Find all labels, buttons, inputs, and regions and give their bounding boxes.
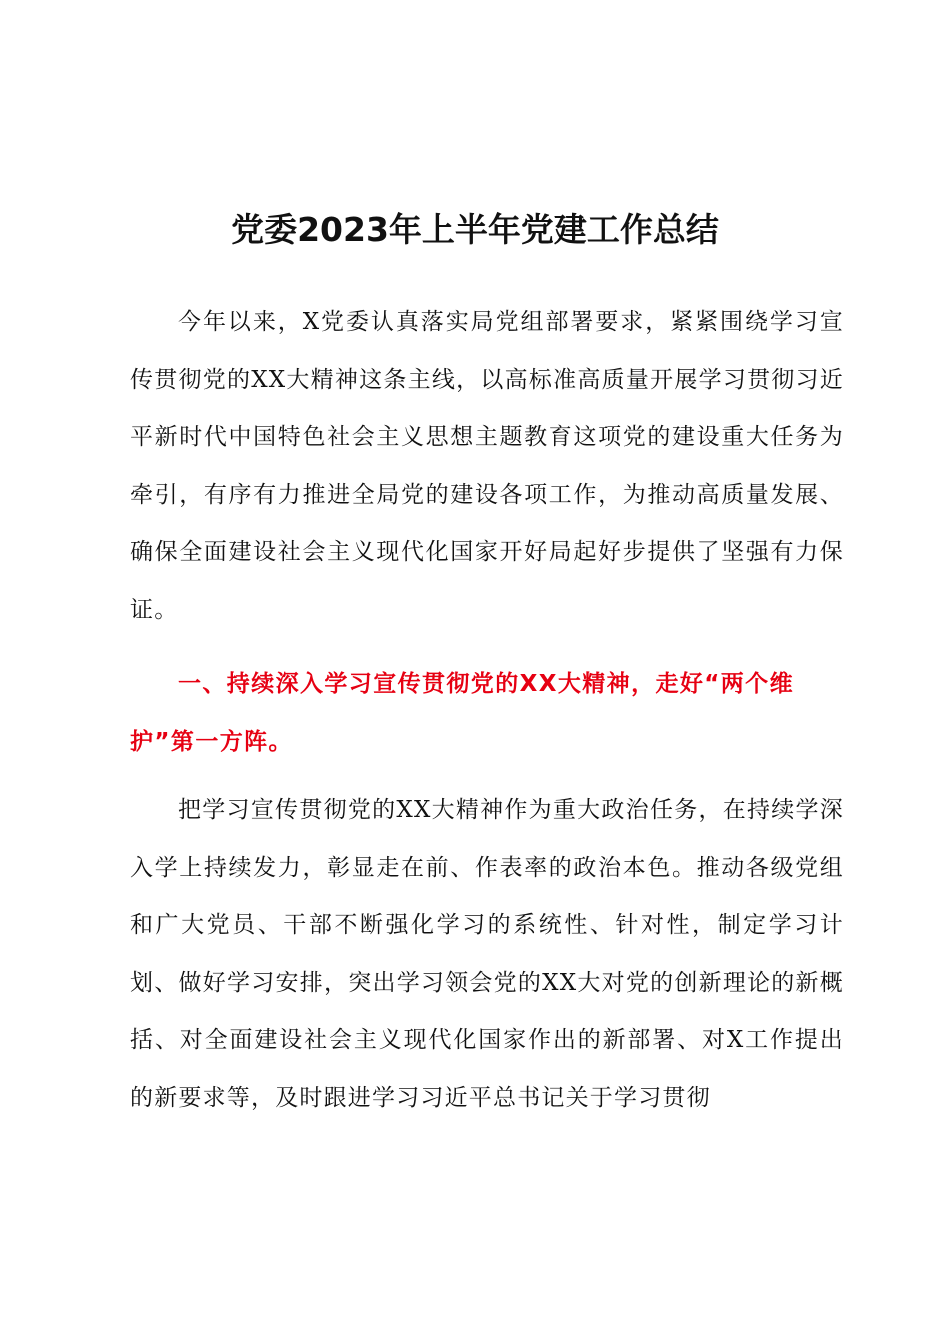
section-heading-1: 一、持续深入学习宣传贯彻党的XX大精神，走好“两个维护”第一方阵。 xyxy=(130,671,794,755)
document-title: 党委2023年上半年党建工作总结 xyxy=(231,210,719,249)
body-paragraph-intro: 今年以来，X党委认真落实局党组部署要求，紧紧围绕学习宣传贯彻党的XX大精神这条主线，以高标准高质量开展学习贯彻习近平新时代中国特色社会主义思想主题教育这项党的建设重大任务为牵引，有序有力推进全局党的建设各项工作，为推动高质量发展、确保全面建设社会主义现代化国家开好局起好步提供了坚强有力保证。 xyxy=(130,309,844,623)
body-paragraph-section-1: 把学习宣传贯彻党的XX大精神作为重大政治任务，在持续学深入学上持续发力，彰显走在前、作表率的政治本色。推动各级党组和广大党员、干部不断强化学习的系统性、针对性，制定学习计划、做好学习安排，突出学习领会党的XX大对党的创新理论的新概括、对全面建设社会主义现代化国家作出的新部署、对X工作提出的新要求等，及时跟进学习习近平总书记关于学习贯彻 xyxy=(130,797,844,1111)
